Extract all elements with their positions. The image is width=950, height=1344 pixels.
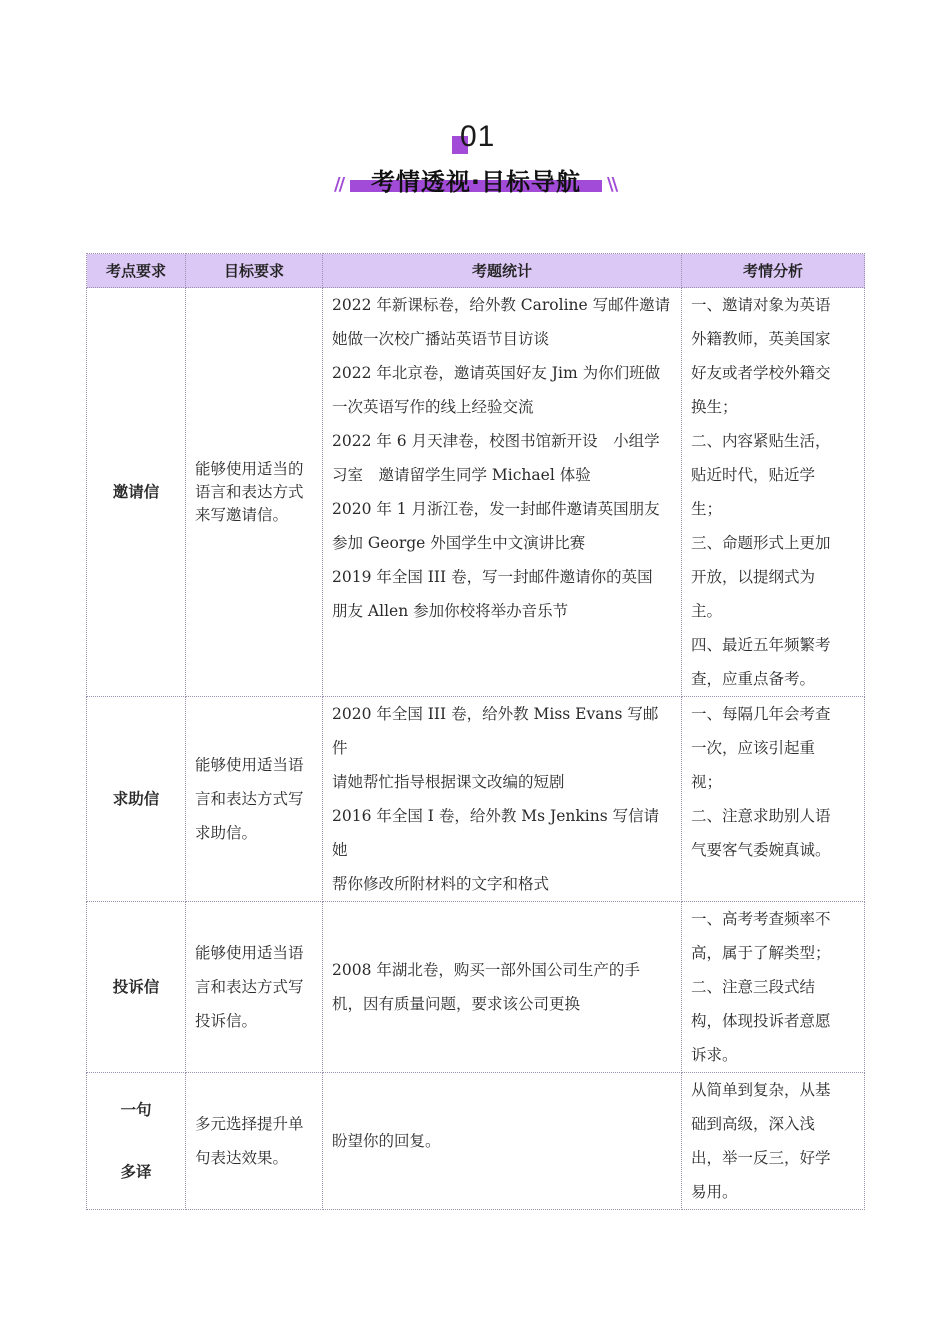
analysis-line: 外籍教师，英美国家 bbox=[691, 330, 831, 348]
analysis-line: 出，举一反三，好学 bbox=[691, 1149, 831, 1167]
header-goal: 目标要求 bbox=[186, 254, 323, 288]
topic-cell bbox=[87, 288, 186, 697]
table-row-invitation bbox=[87, 288, 865, 697]
goal-cell: 能够使用适当的语言和表达方式来写邀请信。 bbox=[186, 288, 323, 697]
stats-cell bbox=[323, 902, 682, 1073]
analysis-line: 查，应重点备考。 bbox=[691, 670, 816, 688]
topic-label: 邀请信 bbox=[112, 483, 160, 501]
stat-line: 2022 年 6 月天津卷，校图书馆新开设 小组学 bbox=[332, 432, 660, 450]
analysis-cell bbox=[682, 1073, 865, 1210]
topic-label: 求助信 bbox=[112, 790, 160, 808]
stat-line: 她做一次校广播站英语节目访谈 bbox=[332, 330, 550, 348]
stats-cell bbox=[323, 288, 682, 697]
stat-line: 帮你修改所附材料的文字和格式 bbox=[332, 875, 550, 893]
analysis-line: 贴近时代，贴近学 bbox=[691, 466, 816, 484]
analysis-line: 主。 bbox=[691, 602, 723, 620]
goal-cell: 多元选择提升单句表达效果。 bbox=[186, 1073, 323, 1210]
table-row-help-letter bbox=[87, 697, 865, 902]
analysis-line: 高，属于了解类型； bbox=[691, 944, 831, 962]
analysis-line: 一、邀请对象为英语 bbox=[691, 296, 831, 314]
stat-line: 2022 年北京卷，邀请英国好友 Jim 为你们班做 bbox=[332, 364, 661, 382]
analysis-line: 好友或者学校外籍交 bbox=[691, 364, 831, 382]
stat-line: 2020 年 1 月浙江卷，发一封邮件邀请英国朋友 bbox=[332, 500, 660, 518]
table-row-multi-translation bbox=[87, 1073, 865, 1210]
stat-line: 习室 邀请留学生同学 Michael 体验 bbox=[332, 466, 591, 484]
stat-line: 2020 年全国 III 卷，给外教 Miss Evans 写邮件 bbox=[332, 705, 659, 757]
header-stats: 考题统计 bbox=[323, 254, 682, 288]
stats-cell bbox=[323, 1073, 682, 1210]
analysis-line: 四、最近五年频繁考 bbox=[691, 636, 831, 654]
analysis-line: 构，体现投诉者意愿 bbox=[691, 1012, 831, 1030]
section-number: 01 bbox=[460, 120, 496, 153]
stat-line: 2022 年新课标卷，给外教 Caroline 写邮件邀请 bbox=[332, 296, 671, 314]
stat-line: 2008 年湖北卷，购买一部外国公司生产的手 bbox=[332, 961, 640, 979]
stat-line: 请她帮忙指导根据课文改编的短剧 bbox=[332, 773, 565, 791]
table-row-complaint-letter bbox=[87, 902, 865, 1073]
analysis-line: 一、每隔几年会考查 bbox=[691, 705, 831, 723]
analysis-line: 二、注意求助别人语 bbox=[691, 807, 831, 825]
analysis-line: 一、高考考查频率不 bbox=[691, 910, 831, 928]
stat-line: 2019 年全国 III 卷，写一封邮件邀请你的英国 bbox=[332, 568, 653, 586]
section-header bbox=[0, 118, 950, 208]
topic-cell bbox=[87, 1073, 186, 1210]
stat-line: 参加 George 外国学生中文演讲比赛 bbox=[332, 534, 586, 552]
analysis-line: 诉求。 bbox=[691, 1046, 738, 1064]
header-topic: 考点要求 bbox=[87, 254, 186, 288]
stat-line: 盼望你的回复。 bbox=[332, 1132, 441, 1150]
analysis-line: 气要客气委婉真诚。 bbox=[691, 841, 831, 859]
header-analysis: 考情分析 bbox=[682, 254, 865, 288]
analysis-line: 视； bbox=[691, 773, 723, 791]
section-title: 考情透视·目标导航 bbox=[370, 168, 582, 196]
analysis-line: 易用。 bbox=[691, 1183, 738, 1201]
analysis-cell bbox=[682, 697, 865, 902]
exam-analysis-table bbox=[86, 253, 865, 1210]
topic-cell bbox=[87, 697, 186, 902]
analysis-line: 生； bbox=[691, 500, 723, 518]
analysis-line: 三、命题形式上更加 bbox=[691, 534, 831, 552]
goal-cell: 能够使用适当语言和表达方式写求助信。 bbox=[186, 697, 323, 902]
stat-line: 朋友 Allen 参加你校将举办音乐节 bbox=[332, 602, 569, 620]
analysis-cell bbox=[682, 902, 865, 1073]
topic-label-line-1: 一句 bbox=[120, 1101, 152, 1119]
topic-label-line-2: 多译 bbox=[120, 1163, 152, 1181]
goal-cell: 能够使用适当语言和表达方式写投诉信。 bbox=[186, 902, 323, 1073]
analysis-line: 换生； bbox=[691, 398, 738, 416]
analysis-line: 开放，以提纲式为 bbox=[691, 568, 816, 586]
stat-line: 机，因有质量问题，要求该公司更换 bbox=[332, 995, 581, 1013]
analysis-line: 从简单到复杂，从基 bbox=[691, 1081, 831, 1099]
stat-line: 2016 年全国 I 卷，给外教 Ms Jenkins 写信请她 bbox=[332, 807, 660, 859]
analysis-line: 一次，应该引起重 bbox=[691, 739, 816, 757]
stat-line: 一次英语写作的线上经验交流 bbox=[332, 398, 534, 416]
stats-cell bbox=[323, 697, 682, 902]
right-slash-decoration: \\ bbox=[607, 174, 617, 195]
analysis-line: 二、注意三段式结 bbox=[691, 978, 816, 996]
topic-cell bbox=[87, 902, 186, 1073]
topic-label: 投诉信 bbox=[112, 978, 160, 996]
analysis-line: 二、内容紧贴生活， bbox=[691, 432, 831, 450]
analysis-cell bbox=[682, 288, 865, 697]
analysis-line: 础到高级，深入浅 bbox=[691, 1115, 816, 1133]
left-slash-decoration: // bbox=[334, 174, 344, 195]
table-header-row bbox=[87, 254, 865, 288]
